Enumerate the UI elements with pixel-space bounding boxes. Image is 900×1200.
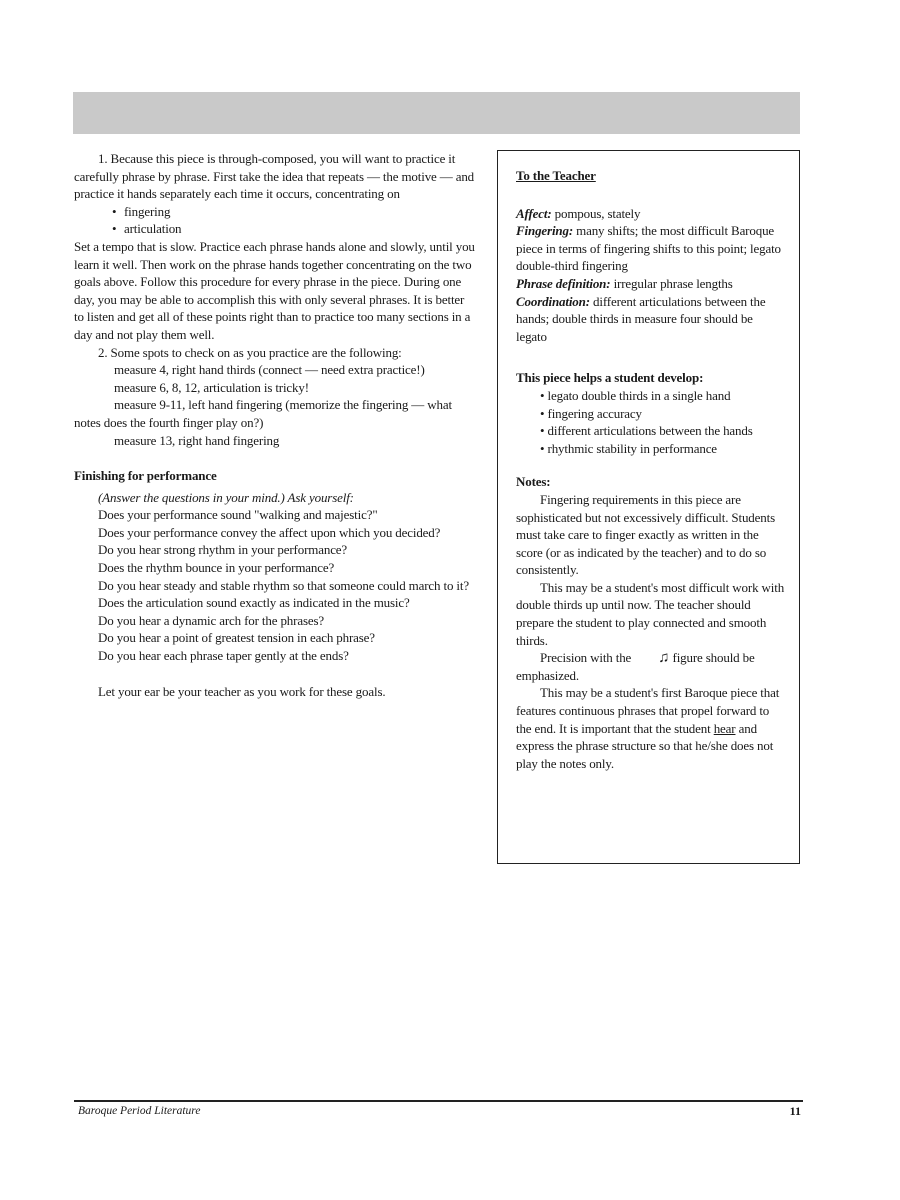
develop-item: • legato double thirds in a single hand (516, 387, 785, 405)
footer-rule (74, 1100, 803, 1102)
affect-entry (516, 205, 785, 223)
fingering-label: Fingering: (516, 223, 574, 239)
note-paragraph: Fingering requirements in this piece are sophisticated but not excessively difficult. Students must take care to finger exactly as written in the score (or as indicated by the teacher) and to do so consistently. (516, 491, 775, 578)
phrase-entry (516, 275, 785, 293)
question: Do you hear each phrase taper gently at the ends? (98, 648, 349, 664)
tempo-paragraph: Set a tempo that is slow. Practice each phrase hands alone and slowly, until you learn it well. Then work on the phrase hands together concentrating on the two goals above. Follow this procedure for every phrase in the piece. During one day, you may be able to accomplish this with only several phrases. It is better to listen and get all of these points right than to practice too many sections in a day and not play them well. (74, 238, 475, 342)
phrase-value: irregular phrase lengths (613, 275, 733, 291)
book-title: Baroque Period Literature (78, 1105, 201, 1117)
note-paragraph (516, 684, 785, 772)
measure-note: measure 6, 8, 12, articulation is tricky! (114, 379, 309, 395)
question: Does the articulation sound exactly as indicated in the music? (98, 595, 410, 611)
note-paragraph (516, 649, 785, 684)
question: Do you hear a dynamic arch for the phrases? (98, 612, 325, 628)
closing-line: Let your ear be your teacher as you work for these goals. (98, 683, 386, 699)
teacher-box (497, 150, 800, 864)
develop-item: • fingering accuracy (516, 405, 785, 423)
notes-title: Notes: (516, 474, 551, 490)
develop-title: This piece helps a student develop: (516, 370, 704, 386)
finishing-title: Finishing for performance (74, 468, 217, 484)
question: Does your performance sound "walking and majestic?" (98, 507, 378, 523)
page-number: 11 (789, 1104, 801, 1118)
focus-list (74, 203, 476, 238)
note-text: This may be a student's first Baroque piece that features continuous phrases that propel forward to the end. It is important that the student (516, 685, 780, 736)
develop-item: • different articulations between the hands (516, 422, 785, 440)
question: Does the rhythm bounce in your performance? (98, 560, 335, 576)
affect-label: Affect: (516, 205, 552, 221)
phrase-label: Phrase definition: (516, 275, 611, 291)
develop-list (516, 387, 785, 457)
practice-column (74, 150, 476, 700)
coordination-entry (516, 293, 785, 346)
measure-note: measure 4, right hand thirds (connect — need extra practice!) (114, 362, 425, 378)
note-text: Precision with the (540, 650, 632, 666)
practice-step-1: 1. Because this piece is through-composed, you will want to practice it carefully phrase by phrase. First take the idea that repeats — the motive — and practice it hands separately each time it occurs, concentrating on (74, 151, 475, 202)
question: Do you hear steady and stable rhythm so that someone could march to it? (98, 577, 469, 593)
affect-value: pompous, stately (554, 205, 641, 221)
focus-item: • fingering (112, 203, 476, 221)
question: Do you hear strong rhythm in your performance? (98, 542, 348, 558)
note-paragraph: This may be a student's most difficult work with double thirds up until now. The teacher should prepare the student to play connected and smooth thirds. (516, 579, 785, 648)
question: Does your performance convey the affect upon which you decided? (98, 524, 441, 540)
practice-step-2: 2. Some spots to check on as you practice are the following: (98, 344, 402, 360)
coordination-value: different articulations between the hands; double thirds in measure four should be legato (516, 293, 766, 344)
finishing-intro: (Answer the questions in your mind.) Ask yourself: (98, 489, 354, 505)
fingering-value: many shifts; the most difficult Baroque piece in terms of fingering shifts to this point; legato double-third fingering (516, 223, 781, 274)
focus-item: • articulation (112, 220, 476, 238)
note-text: figure should be emphasized. (516, 650, 755, 683)
header-band (73, 92, 800, 134)
fingering-entry (516, 222, 785, 275)
teacher-box-title: To the Teacher (516, 168, 596, 183)
question: Do you hear a point of greatest tension in each phrase? (98, 630, 375, 646)
develop-item: • rhythmic stability in performance (516, 440, 785, 458)
note-text: and express the phrase structure so that he/she does not play the notes only. (516, 720, 774, 771)
measure-note: measure 9-11, left hand fingering (memorize the fingering — what notes does the fourth finger play on?) (74, 397, 452, 430)
coordination-label: Coordination: (516, 293, 590, 309)
measure-note: measure 13, right hand fingering (114, 432, 280, 448)
eighth-notes-icon: ♫ (658, 650, 670, 667)
underlined-word: hear (713, 720, 736, 736)
